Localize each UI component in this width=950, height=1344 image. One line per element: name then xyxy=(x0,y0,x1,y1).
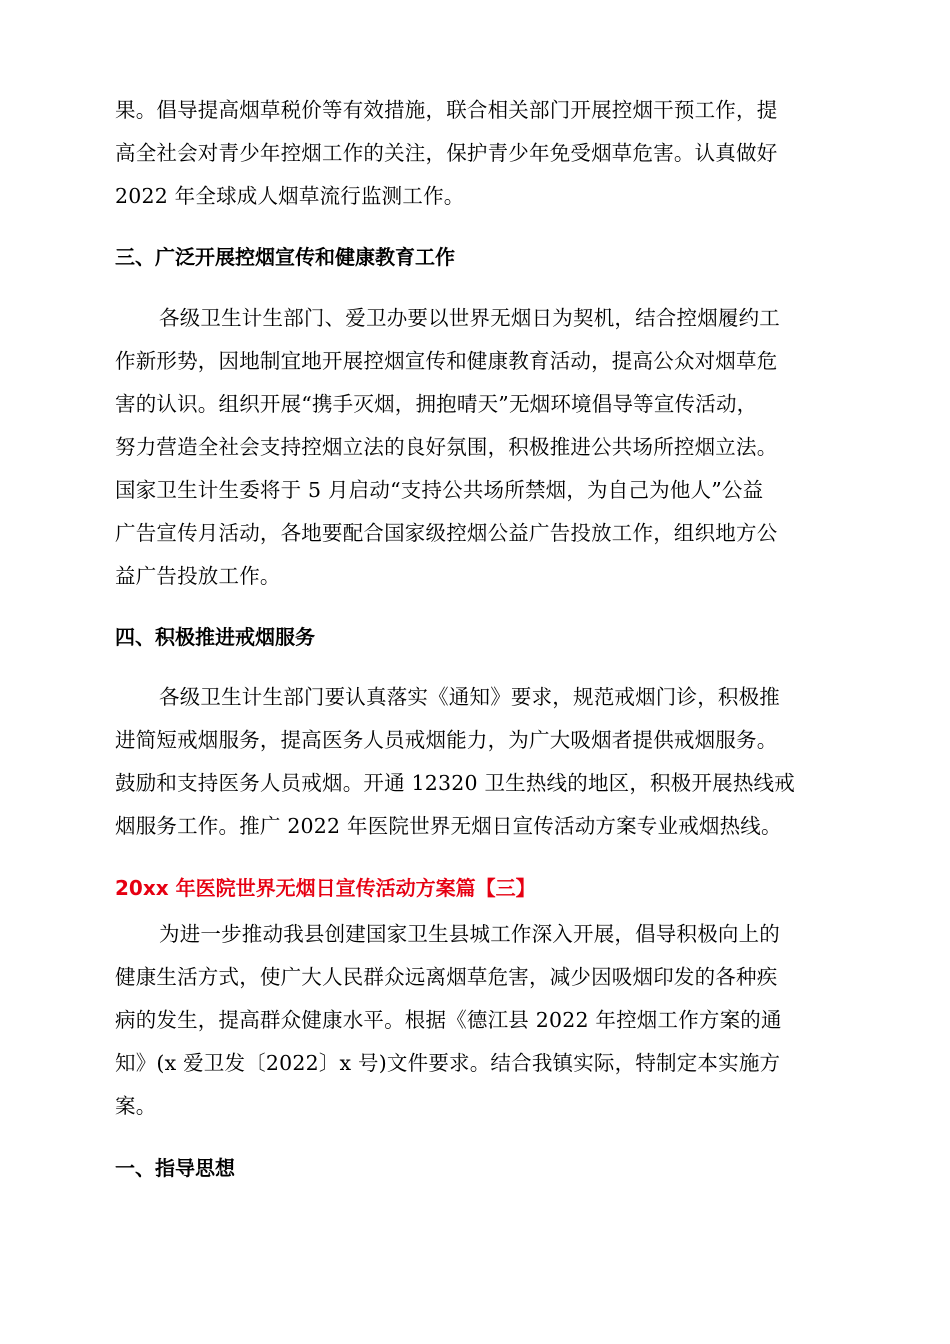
paragraph-county-plan xyxy=(115,913,837,1128)
text-line: 作新形势，因地制宜地开展控烟宣传和健康教育活动，提高公众对烟草危 xyxy=(115,349,778,373)
text-line: 国家卫生计生委将于 5 月启动“支持公共场所禁烟，为自己为他人”公益 xyxy=(115,478,764,502)
text-line: 鼓励和支持医务人员戒烟。开通 12320 卫生热线的地区，积极开展热线戒 xyxy=(115,771,795,795)
text-line: 努力营造全社会支持控烟立法的良好氛围，积极推进公共场所控烟立法。 xyxy=(115,435,778,459)
heading-guiding-ideology: 一、指导思想 xyxy=(115,1156,235,1180)
paragraph-tobacco-tax xyxy=(115,89,837,218)
paragraph-cessation-services xyxy=(115,676,837,848)
paragraph-publicity xyxy=(115,297,837,598)
text-line: 果。倡导提高烟草税价等有效措施，联合相关部门开展控烟干预工作，提 xyxy=(115,98,778,122)
text-line: 高全社会对青少年控烟工作的关注，保护青少年免受烟草危害。认真做好 xyxy=(115,141,778,165)
text-line: 知》(x 爱卫发〔2022〕x 号)文件要求。结合我镇实际，特制定本实施方 xyxy=(115,1051,781,1075)
section-title: 20xx 年医院世界无烟日宣传活动方案篇【三】 xyxy=(115,876,536,900)
text-line: 广告宣传月活动，各地要配合国家级控烟公益广告投放工作，组织地方公 xyxy=(115,521,778,545)
heading-section-4: 四、积极推进戒烟服务 xyxy=(115,625,315,649)
text-line: 各级卫生计生部门、爱卫办要以世界无烟日为契机，结合控烟履约工 xyxy=(159,306,780,330)
text-line: 害的认识。组织开展“携手灭烟，拥抱晴天”无烟环境倡导等宣传活动， xyxy=(115,392,758,416)
text-line: 益广告投放工作。 xyxy=(115,564,281,588)
text-line: 案。 xyxy=(115,1094,157,1118)
text-line: 进简短戒烟服务，提高医务人员戒烟能力，为广大吸烟者提供戒烟服务。 xyxy=(115,728,778,752)
text-line: 烟服务工作。推广 2022 年医院世界无烟日宣传活动方案专业戒烟热线。 xyxy=(115,814,782,838)
text-line: 为进一步推动我县创建国家卫生县城工作深入开展，倡导积极向上的 xyxy=(159,922,780,946)
text-line: 健康生活方式，使广大人民群众远离烟草危害，减少因吸烟印发的各种疾 xyxy=(115,965,778,989)
text-line: 病的发生，提高群众健康水平。根据《德江县 2022 年控烟工作方案的通 xyxy=(115,1008,782,1032)
text-line: 2022 年全球成人烟草流行监测工作。 xyxy=(115,184,465,208)
text-line: 各级卫生计生部门要认真落实《通知》要求，规范戒烟门诊，积极推 xyxy=(159,685,780,709)
heading-section-3: 三、广泛开展控烟宣传和健康教育工作 xyxy=(115,245,455,269)
